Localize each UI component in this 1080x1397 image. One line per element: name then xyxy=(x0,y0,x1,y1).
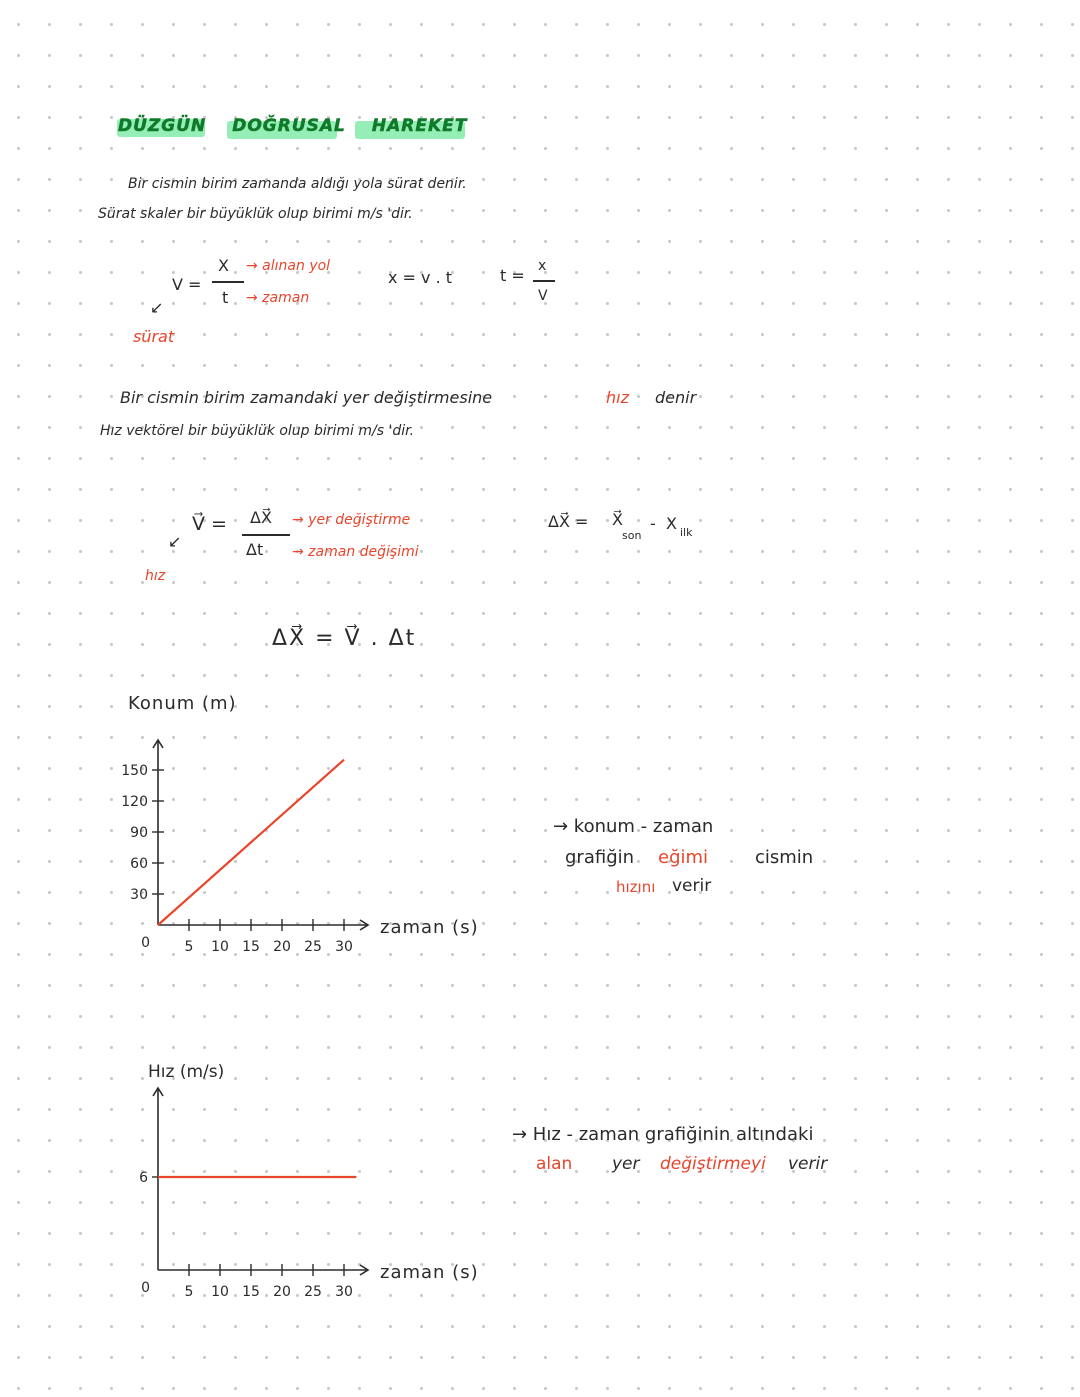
hiz-denominator-note: → zaman değişimi xyxy=(292,544,419,560)
surat-label: sürat xyxy=(133,327,175,346)
x-tick-label: 15 xyxy=(242,1284,260,1300)
chart1 xyxy=(110,735,530,965)
hiz-definition-line1-a: Bir cismin birim zamandaki yer değiştirmesine xyxy=(120,388,493,407)
x-tick-label: 25 xyxy=(304,939,322,955)
note2-line2-degistirmeyi: değiştirmeyi xyxy=(660,1154,766,1174)
hiz-definition-line2: Hız vektörel bir büyüklük olup birimi m/s 'dir. xyxy=(100,423,415,439)
note1-line2-egimi: eğimi xyxy=(658,847,709,868)
surat-equation-3-bar xyxy=(533,280,555,282)
surat-definition-line1: Bir cismin birim zamanda aldığı yola sürat denir. xyxy=(128,176,467,192)
note2-line2-alan: alan xyxy=(536,1154,573,1174)
note1-line2-b: cismin xyxy=(755,847,814,868)
surat-equation-3-left: t = xyxy=(500,266,525,285)
hiz-pointer-arrow: ↙ xyxy=(168,532,182,551)
x-son-subscript: son xyxy=(622,529,642,542)
y-tick-label: 6 xyxy=(139,1170,148,1186)
surat-v-symbol: V = xyxy=(172,275,202,294)
hiz-denominator: Δt xyxy=(246,540,264,559)
x-tick-label: 15 xyxy=(242,939,260,955)
x-son: X⃗ xyxy=(612,510,623,529)
x-tick-label: 25 xyxy=(304,1284,322,1300)
note2-line2-verir: verir xyxy=(788,1154,828,1174)
surat-numerator-note: → alınan yol xyxy=(246,258,331,274)
surat-denominator-note: → zaman xyxy=(246,290,310,306)
y-tick-label: 60 xyxy=(130,856,148,872)
origin-label: 0 xyxy=(141,935,150,951)
series-line-konum xyxy=(158,760,344,925)
x-tick-label: 30 xyxy=(335,939,353,955)
chart1-ylabel: Konum (m) xyxy=(128,693,237,714)
x-tick-label: 10 xyxy=(211,1284,229,1300)
x-axis-label: zaman (s) xyxy=(380,1262,479,1283)
surat-fraction-bar xyxy=(212,281,244,283)
hiz-definition-line1-b: denir xyxy=(655,388,697,407)
displacement-equation: ΔX⃗ = V⃗ . Δt xyxy=(272,626,417,651)
hiz-definition-line1-hiz: hız xyxy=(606,388,629,407)
x-tick-label: 5 xyxy=(184,1284,194,1300)
x-tick-label: 10 xyxy=(211,939,229,955)
origin-label: 0 xyxy=(141,1280,150,1296)
x-ilk-subscript: ilk xyxy=(680,526,693,539)
x-axis-label: zaman (s) xyxy=(380,917,479,938)
surat-equation-2: x = v . t xyxy=(388,268,453,287)
note1-line1: → konum - zaman xyxy=(553,816,714,837)
hiz-fraction-bar xyxy=(242,534,290,536)
page-title xyxy=(118,116,493,136)
note2-line2-yer: yer xyxy=(612,1154,640,1174)
delta-x-left: ΔX⃗ = xyxy=(548,512,589,531)
x-tick-label: 5 xyxy=(184,939,194,955)
x-ilk: X xyxy=(666,514,677,533)
note1-line2-a: grafiğin xyxy=(565,847,635,868)
surat-equation-3-den: V xyxy=(538,288,548,304)
hiz-v-symbol: V⃗ = xyxy=(192,513,227,535)
title-word-2: DOĞRUSAL xyxy=(232,116,346,136)
note1-line3-verir: verir xyxy=(672,876,712,896)
surat-denominator: t xyxy=(222,288,229,307)
hiz-numerator: ΔX⃗ xyxy=(250,508,272,527)
surat-definition-line2: Sürat skaler bir büyüklük olup birimi m/s 'dir. xyxy=(98,206,413,222)
note2-line1: → Hız - zaman grafiğinin altındaki xyxy=(512,1124,814,1145)
surat-pointer-arrow: ↙ xyxy=(150,298,164,317)
title-word-1: DÜZGÜN xyxy=(118,116,207,136)
x-tick-label: 20 xyxy=(273,1284,291,1300)
surat-numerator: X xyxy=(218,256,229,275)
x-tick-label: 20 xyxy=(273,939,291,955)
hiz-label: hız xyxy=(145,568,166,584)
x-tick-label: 30 xyxy=(335,1284,353,1300)
y-tick-label: 120 xyxy=(121,794,148,810)
hiz-numerator-note: → yer değiştirme xyxy=(292,512,411,528)
minus-sign: - xyxy=(650,514,656,533)
y-tick-label: 150 xyxy=(121,763,148,779)
chart2 xyxy=(110,1080,530,1310)
y-tick-label: 90 xyxy=(130,825,148,841)
chart2-ylabel: Hız (m/s) xyxy=(148,1062,225,1082)
y-tick-label: 30 xyxy=(130,887,148,903)
title-word-3: HAREKET xyxy=(371,116,468,136)
note1-line3-hizini: hızını xyxy=(616,878,656,896)
surat-equation-3-num: x xyxy=(538,258,547,274)
